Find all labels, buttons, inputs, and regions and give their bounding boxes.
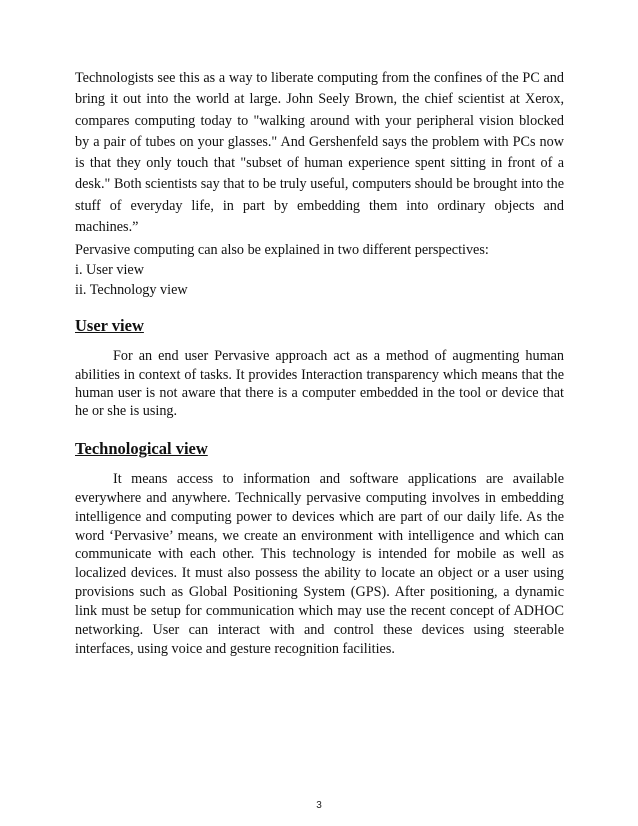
perspective-item-user: i. User view [75, 261, 144, 278]
section-heading-technological-view: Technological view [75, 438, 208, 458]
perspective-item-technology: ii. Technology view [75, 281, 188, 298]
section-body-user-view: For an end user Pervasive approach act as a method of augmenting human abilities in context of tasks. It provides Interaction transparency which means that the human user is not aware that there is a computer embedded in the tool or device that he or she is using. [75, 348, 564, 420]
intro-paragraph: Technologists see this as a way to liberate computing from the confines of the PC and bring it out into the world at large. John Seely Brown, the chief scientist at Xerox, compares computing today to "walking around with your peripheral vision blocked by a pair of tubes on your glasses." And Gershenfeld says the problem with PCs now is that they only touch that "subset of human experience spent sitting in front of a desk." Both scientists say that to be truly useful, computers should be brought into the stuff of everyday life, in part by embedding them into ordinary objects and machines.” [75, 70, 564, 236]
document-page [75, 68, 564, 659]
perspectives-intro: Pervasive computing can also be explained in two different perspectives: [75, 242, 489, 259]
page-number: 3 [316, 800, 322, 811]
section-heading-user-view: User view [75, 316, 144, 336]
section-body-technological-view: It means access to information and software applications are available everywhere and anywhere. Technically pervasive computing involves in embedding intelligence and computing power to devices which are part of our daily life. As the word ‘Pervasive’ means, we create an environment with intelligence and which can communicate with each other. This technology is intended for mobile as well as localized devices. It must also possess the ability to locate an object or a user using provisions such as Global Positioning System (GPS). After positioning, a dynamic link must be setup for communication which may use the recent concept of ADHOC networking. User can interact with and control these devices using steerable interfaces, using voice and gesture recognition facilities. [75, 470, 564, 657]
